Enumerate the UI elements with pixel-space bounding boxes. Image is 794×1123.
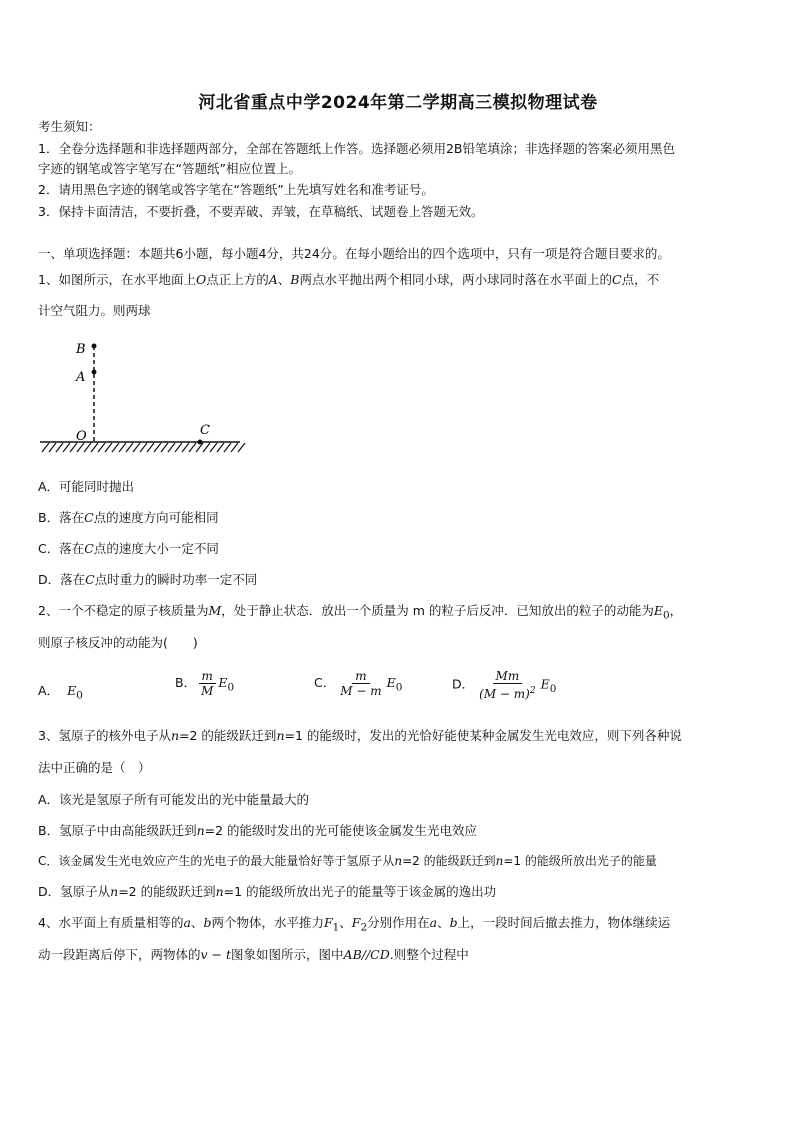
question-2-line-1: 2、一个不稳定的原子核质量为M，处于静止状态．放出一个质量为 m 的粒子后反冲．已知放出的粒子的动能为$E_0$， [38,603,683,622]
q3-option-c[interactable]: C．该金属发生光电效应产生的光电子的最大能量恰好等于氢原子从n=2 的能级跃迁到n=1 的能级所放出光子的能量 [38,854,657,868]
hatch-mark [217,443,224,452]
q3-option-d[interactable]: D．氢原子从n=2 的能级跃迁到n=1 的能级所放出光子的能量等于该金属的逸出功 [38,884,497,899]
hatch-mark [168,443,175,452]
label-b: B [76,342,86,357]
hatch-mark [56,443,63,452]
label-o: O [76,429,87,444]
hatch-mark [84,443,91,452]
label-a: A [76,370,86,385]
q1-option-c[interactable]: C．落在C点的速度大小一定不同 [38,541,219,556]
notice-item: 1．全卷分选择题和非选择题两部分，全部在答题纸上作答。选择题必须用2B铅笔填涂；非选择题的答案必须用黑色 [38,141,675,156]
q2-option-d[interactable]: D． $\frac{Mm}{(M - m)^2}$ $E_0$ [452,669,557,701]
point-a [92,370,97,375]
hatch-mark [119,443,126,452]
page-title: 河北省重点中学2024年第二学期高三模拟物理试卷 [198,93,598,113]
projectile-diagram [38,338,248,463]
fraction: $\frac{m}{M - m}$ [340,669,382,698]
fraction: $\frac{m}{M}$ [198,669,216,698]
point-b [92,344,97,349]
q1-option-b[interactable]: B．落在C点的速度方向可能相同 [38,510,219,525]
question-3-line-2: 法中正确的是（ ） [38,760,151,775]
hatch-mark [140,443,147,452]
question-4-line-2: 动一段距离后停下，两物体的v − t图象如图所示，图中AB//CD.则整个过程中 [38,947,469,962]
hatch-mark [182,443,189,452]
hatch-mark [133,443,140,452]
hatch-mark [231,443,238,452]
notice-item: 3．保持卡面清洁，不要折叠，不要弄破、弄皱，在草稿纸、试题卷上答题无效。 [38,204,484,219]
hatch-mark [154,443,161,452]
notice-item: 2．请用黑色字迹的钢笔或答字笔在“答题纸”上先填写姓名和准考证号。 [38,182,434,197]
hatch-mark [105,443,112,452]
hatch-mark [112,443,119,452]
section-heading: 一、单项选择题：本题共6小题，每小题4分，共24分。在每小题给出的四个选项中，只有一项是符合题目要求的。 [38,246,670,261]
hatch-mark [203,443,210,452]
label-c: C [200,423,210,438]
hatch-mark [210,443,217,452]
hatch-mark [98,443,105,452]
hatch-mark [175,443,182,452]
hatch-mark [77,443,84,452]
question-3-line-1: 3、氢原子的核外电子从n=2 的能级跃迁到n=1 的能级时，发出的光恰好能使某种金属发生光电效应，则下列各种说 [38,728,682,743]
question-4-line-1: 4、水平面上有质量相等的a、b两个物体，水平推力$F_1$、$F_2$分别作用在a、b上，一段时间后撤去推力，物体继续运 [38,915,671,934]
q2-option-a[interactable]: A． $E_0$ [38,683,83,702]
notice-heading: 考生须知： [38,119,101,134]
hatch-mark [161,443,168,452]
q3-option-b[interactable]: B．氢原子中由高能级跃迁到n=2 的能级时发出的光可能使该金属发生光电效应 [38,823,478,838]
question-2-line-2: 则原子核反冲的动能为( ) [38,635,198,650]
hatch-mark [42,443,49,452]
question-1-line-1: 1、如图所示，在水平地面上O点正上方的A、B两点水平抛出两个相同小球，两小球同时落在水平面上的C点，不 [38,272,660,287]
q2-option-b[interactable]: B． $\frac{m}{M}$ $E_0$ [175,669,235,698]
ground-hatching [42,443,245,452]
hatch-mark [238,443,245,452]
notice-item: 字迹的钢笔或答字笔写在“答题纸”相应位置上。 [38,161,301,176]
hatch-mark [63,443,70,452]
hatch-mark [189,443,196,452]
question-1-line-2: 计空气阻力。则两球 [38,303,151,318]
hatch-mark [49,443,56,452]
hatch-mark [70,443,77,452]
q1-option-a[interactable]: A．可能同时抛出 [38,479,135,494]
q2-option-c[interactable]: C． $\frac{m}{M - m}$ $E_0$ [314,669,403,698]
hatch-mark [224,443,231,452]
hatch-mark [91,443,98,452]
fraction: $\frac{Mm}{(M - m)^2}$ [479,669,536,701]
q1-option-d[interactable]: D．落在C点时重力的瞬时功率一定不同 [38,572,258,587]
hatch-mark [147,443,154,452]
q3-option-a[interactable]: A．该光是氢原子所有可能发出的光中能量最大的 [38,792,310,807]
hatch-mark [126,443,133,452]
